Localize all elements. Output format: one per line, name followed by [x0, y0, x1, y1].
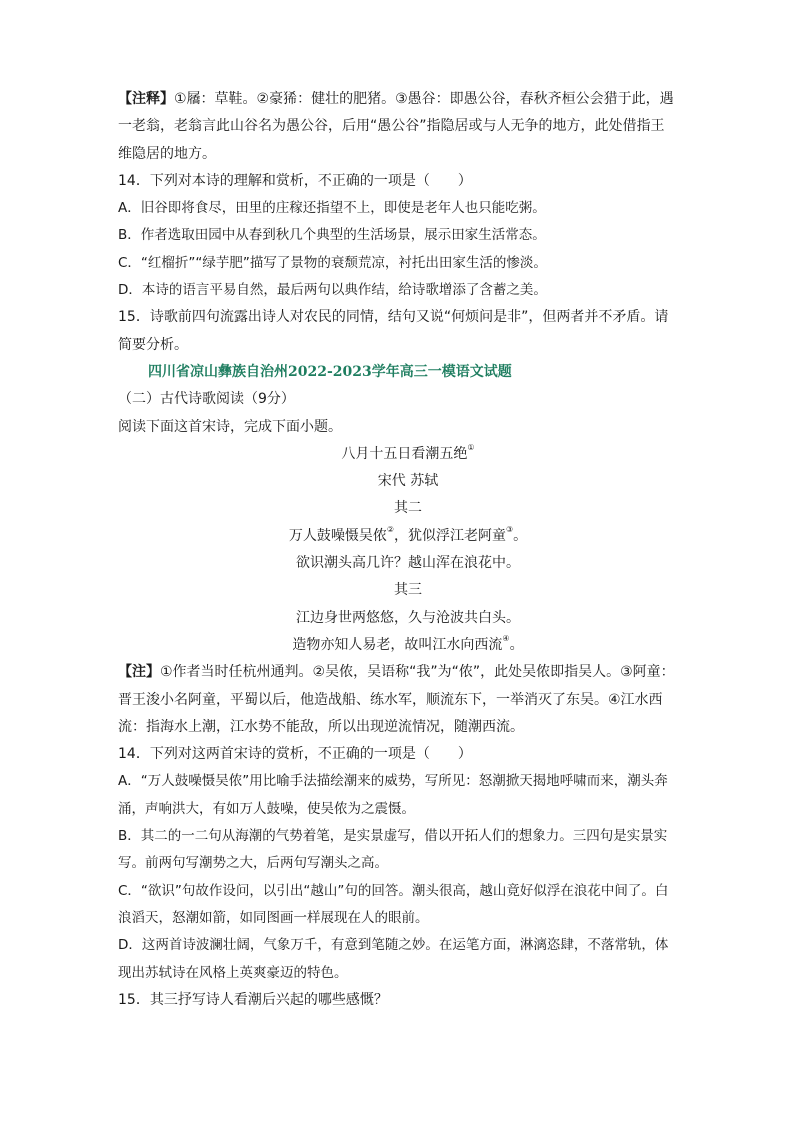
note-label: 【注】	[118, 664, 160, 681]
annotation-paragraph	[118, 86, 678, 168]
question-15: 15．诗歌前四句流露出诗人对农民的同情，结句又说“何烦问是非”，但两者并不矛盾。请简要分析。	[118, 309, 669, 353]
poem-line: 江边身世两悠悠，久与沧波共白头。	[296, 609, 520, 626]
option-a: A．旧谷即将食尽，田里的庄稼还指望不上，即使是老年人也只能吃粥。	[118, 200, 546, 217]
note-text: ①屩：草鞋。②豪狶：健壮的肥猪。③愚谷：即愚公谷，春秋齐桓公会猎于此，遇一老翁，老翁言此山谷名为愚公谷，后用“愚公谷”指隐居或与人无争的地方，此处借指王维隐居的地方。	[118, 91, 674, 162]
option-c: C．“欲识”句故作设问，以引出“越山”句的回答。潮头很高，越山竟好似浮在浪花中间了。白浪滔天，怒潮如箭，如同图画一样展现在人的眼前。	[118, 882, 669, 926]
poem-part2-label: 其二	[394, 500, 422, 517]
option-b: B．其二的一二句从海潮的气势着笔，是实景虚写，借以开拓人们的想象力。三四句是实景实写。前两句写潮势之大，后两句写潮头之高。	[118, 828, 668, 872]
document-page	[118, 86, 678, 1014]
poem-line: 万人鼓噪慑吴侬②，犹似浮江老阿童③。	[288, 524, 528, 544]
instruction: 阅读下面这首宋诗，完成下面小题。	[118, 418, 342, 435]
notes-paragraph	[118, 659, 678, 741]
option-d: D．本诗的语言平易自然，最后两句以典作结，给诗歌增添了含蓄之美。	[118, 282, 547, 299]
question-14: 14．下列对本诗的理解和赏析，不正确的一项是（ ）	[118, 172, 472, 189]
poem-author: 宋代 苏轼	[377, 473, 439, 490]
poem-part3-label: 其三	[394, 582, 422, 599]
poem	[118, 441, 678, 659]
option-d: D．这两首诗波澜壮阔，气象万千，有意到笔随之妙。在运笔方面，淋漓恣肆，不落常轨，体现出苏轼诗在风格上英爽豪迈的特色。	[118, 937, 669, 981]
source-title: 四川省凉山彝族自治州2022-2023学年高三一模语文试题	[148, 363, 512, 380]
poem-line: 欲识潮头高几许？越山浑在浪花中。	[296, 555, 520, 572]
note-text: ①作者当时任杭州通判。②吴侬，吴语称“我”为“侬”，此处吴侬即指吴人。③阿童：晋王浚小名阿童，平蜀以后，他造战船、练水军，顺流东下，一举消灭了东吴。④江水西流：指海水上潮，江水势不能敌，所以出现逆流情况，随潮西流。	[118, 664, 675, 735]
option-a: A．“万人鼓噪慑吴侬”用比喻手法描绘潮来的威势，写所见：怒潮掀天揭地呼啸而来，潮头奔涌，声响洪大，有如万人鼓噪，使吴侬为之震慑。	[118, 773, 668, 817]
question-15-b: 15．其三抒写诗人看潮后兴起的哪些感慨？	[118, 991, 388, 1008]
option-b: B．作者选取田园中从春到秋几个典型的生活场景，展示田家生活常态。	[118, 227, 546, 244]
section-heading: （二）古代诗歌阅读（9分）	[118, 391, 295, 408]
poem-title: 八月十五日看潮五绝①	[341, 442, 475, 462]
option-c: C．“红榴折”“绿芋肥”描写了景物的衰颓荒凉，衬托出田家生活的惨淡。	[118, 254, 547, 271]
note-label: 【注释】	[118, 91, 174, 107]
poem-line: 造物亦知人易老，故叫江水向西流④。	[292, 633, 524, 653]
question-14-b: 14．下列对这两首宋诗的赏析，不正确的一项是（ ）	[118, 746, 472, 763]
